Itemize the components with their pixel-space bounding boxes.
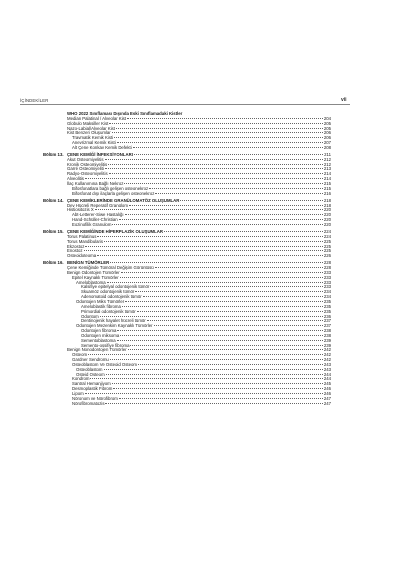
- entry-page-number: 205: [323, 120, 331, 126]
- entry-page-number: 213: [323, 166, 331, 172]
- chapter-number: Bölüm 15.: [43, 228, 64, 234]
- entry-page-number: 238: [323, 328, 331, 334]
- entry-page-number: 234: [323, 294, 331, 300]
- dot-leader: [104, 369, 323, 370]
- dot-leader: [113, 388, 322, 389]
- entry-page-number: 207: [323, 140, 331, 146]
- entry-page-number: 220: [323, 212, 331, 218]
- entry-page-number: 205: [323, 125, 331, 131]
- dot-leader: [180, 200, 322, 201]
- entry-page-number: 244: [323, 371, 331, 377]
- dot-leader: [116, 128, 323, 129]
- entry-page-number: 237: [323, 323, 331, 329]
- entry-title: Anevrizmal Kemik Kisti: [72, 140, 116, 146]
- entry-page-number: 244: [323, 376, 331, 382]
- entry-title: Nazo-Labial/Alveolar Kist: [67, 125, 116, 131]
- dot-leader: [105, 159, 323, 160]
- dot-leader: [121, 272, 323, 273]
- entry-title: Osteoidoteoma: [67, 253, 97, 259]
- entry-title: Odontojen Miks Tümörler: [76, 298, 125, 304]
- entry-page-number: 233: [323, 279, 331, 285]
- header-rule: [20, 104, 350, 105]
- entry-title: Osteom: [72, 352, 88, 358]
- entry-page-number: 212: [323, 156, 331, 162]
- dot-leader: [117, 340, 323, 341]
- dot-leader: [127, 118, 323, 119]
- dot-leader: [110, 262, 323, 263]
- entry-title: Sementoblastoma: [81, 337, 116, 343]
- entry-page-number: 214: [323, 176, 331, 182]
- dot-leader: [110, 359, 323, 360]
- entry-page-number: 246: [323, 386, 331, 392]
- dot-leader: [106, 374, 323, 375]
- entry-title: Eozinofilik Granulom: [72, 221, 112, 227]
- dot-leader: [88, 354, 323, 355]
- entry-title: Radyo-Osteomiyelitis: [67, 171, 108, 177]
- entry-page-number: 228: [323, 265, 331, 271]
- entry-page-number: 247: [323, 400, 331, 406]
- entry-title: Kondrom: [72, 376, 90, 382]
- dot-leader: [100, 316, 323, 317]
- entry-title: Osteid Osteom: [76, 371, 105, 377]
- entry-page-number: 238: [323, 332, 331, 338]
- entry-title: Nöronom ve Nörofibrom: [72, 395, 118, 401]
- entry-title: Osteoblastom Ve Osteoid Osteom: [72, 361, 137, 367]
- entry-page-number: 215: [323, 185, 331, 191]
- dot-leader: [90, 378, 322, 379]
- entry-page-number: 234: [323, 289, 331, 295]
- entry-page-number: 242: [323, 347, 331, 353]
- entry-title: Enostoz: [67, 248, 83, 254]
- entry-page-number: 243: [323, 366, 331, 372]
- dot-leader: [133, 147, 323, 148]
- entry-title: Çene Kemiğinde Tümöral Değişim Görüntüsü: [67, 265, 154, 271]
- entry-title: Akut Osteomiyelitis: [67, 156, 104, 162]
- entry-title: ÇENE KEMİKLERİNDE GRANÜLOMATÖZ OLUŞUMLAR: [67, 197, 180, 203]
- entry-page-number: 233: [323, 274, 331, 280]
- entry-page-number: 206: [323, 130, 331, 136]
- dot-leader: [95, 209, 323, 210]
- entry-title: Odontojen fibroma: [81, 328, 117, 334]
- entry-title: Bifosfonat dışı ilaçlarla gelişen osteonekroz: [72, 190, 155, 196]
- entry-title: Abt-Letterer-Siwe Hastalığı: [72, 212, 124, 218]
- dot-leader: [130, 345, 322, 346]
- entry-title: Ameloblastik fibroma: [81, 303, 121, 309]
- entry-title: Nörofibromatozis: [72, 400, 105, 406]
- dot-leader: [112, 383, 323, 384]
- entry-title: İlaç Kullanımına Bağlı Nekroz: [67, 181, 124, 186]
- entry-page-number: 242: [323, 357, 331, 363]
- entry-page-number: 225: [323, 238, 331, 244]
- entry-title: Alveolitis: [67, 176, 84, 182]
- entry-title: Median Palatinal / Alveolar Kist: [67, 115, 126, 121]
- dot-leader: [97, 236, 322, 237]
- entry-page-number: 224: [323, 228, 331, 234]
- dot-leader: [164, 231, 323, 232]
- entry-title: Kist Benzeri Oluşumlar: [67, 130, 111, 136]
- entry-title: Benign Odontojen Tümörler: [67, 269, 120, 275]
- dot-leader: [107, 282, 323, 283]
- entry-title: Histiositozis X: [67, 207, 94, 213]
- entry-title: Odontojen miksoma: [81, 332, 120, 338]
- entry-title: Skuamöz odontojenik tümör: [81, 289, 135, 295]
- entry-title: Torus Palatinus: [67, 233, 97, 239]
- dot-leader: [108, 164, 323, 165]
- entry-page-number: 206: [323, 135, 331, 141]
- entry-title: Gardner Sendromu: [72, 357, 109, 363]
- entry-page-number: 212: [323, 161, 331, 167]
- dot-leader: [105, 403, 322, 404]
- entry-page-number: 235: [323, 303, 331, 309]
- toc-entry: [43, 254, 331, 259]
- toc-entry: [43, 223, 331, 228]
- dot-leader: [109, 173, 323, 174]
- dot-leader: [85, 246, 322, 247]
- entry-page-number: 225: [323, 243, 331, 249]
- entry-page-number: 214: [323, 171, 331, 177]
- dot-leader: [155, 267, 323, 268]
- dot-leader: [134, 154, 323, 155]
- chapter-number: Bölüm 13.: [43, 151, 64, 157]
- dot-leader: [155, 193, 322, 194]
- entry-page-number: 247: [323, 395, 331, 401]
- dot-leader: [138, 364, 323, 365]
- entry-title: ÇENE KEMİĞİ İNFEKSİYONLARI: [67, 151, 133, 157]
- dot-leader: [85, 178, 323, 179]
- toc-entry: [43, 192, 331, 197]
- entry-page-number: 243: [323, 361, 331, 367]
- dot-leader: [112, 132, 323, 133]
- entry-page-number: 218: [323, 197, 331, 203]
- entry-page-number: 235: [323, 298, 331, 304]
- entry-title: Osteoblastom: [76, 366, 103, 372]
- entry-title: Benign Nonodontojen Tümörler: [67, 347, 127, 353]
- entry-page-number: 239: [323, 337, 331, 343]
- toc-entry: [43, 402, 331, 407]
- dot-leader: [104, 241, 323, 242]
- entry-title: Kalsifiye epitelyal odontojenik tümör: [81, 284, 150, 290]
- entry-page-number: 228: [323, 260, 331, 266]
- dot-leader: [125, 301, 323, 302]
- entry-title: Odontom: [81, 313, 99, 319]
- entry-page-number: 220: [323, 221, 331, 227]
- entry-page-number: 208: [323, 144, 331, 150]
- entry-title: Dentinojenik hayalet hücreli tümör: [81, 318, 146, 324]
- entry-title: ÇENE KEMİĞİNDE HİPERPLAZİK OLUŞUMLAR: [67, 228, 163, 234]
- entry-page-number: 246: [323, 391, 331, 396]
- dot-leader: [109, 123, 323, 124]
- entry-page-number: 204: [323, 115, 331, 121]
- entry-title: Alt Çene Konkav Kemik Defekti: [72, 144, 132, 150]
- dot-leader: [122, 306, 323, 307]
- dot-leader: [129, 205, 323, 206]
- entry-title: WHO 2022 Sınıflaması Dışında Eski Sınıflamadaki Kistler: [67, 111, 183, 116]
- entry-page-number: 218: [323, 202, 331, 208]
- page-number: vii: [341, 97, 347, 103]
- entry-title: Primordial odontojenik tümör: [81, 308, 136, 314]
- entry-page-number: 242: [323, 352, 331, 358]
- toc-entry: [43, 146, 331, 151]
- entry-page-number: 236: [323, 313, 331, 319]
- entry-page-number: 224: [323, 233, 331, 239]
- entry-title: Travmatik Kemik Kisti: [72, 135, 114, 141]
- entry-page-number: 215: [323, 181, 331, 186]
- entry-page-number: 220: [323, 217, 331, 223]
- entry-title: Lipom: [72, 391, 84, 396]
- entry-title: Odontojen Mezenkim Kaynaklı Tümörler: [76, 323, 153, 329]
- entry-title: Hand-Schüller-Christian: [72, 217, 118, 223]
- entry-page-number: 233: [323, 269, 331, 275]
- table-of-contents: [43, 112, 331, 407]
- dot-leader: [150, 286, 323, 287]
- entry-title: BENİGN TÜMÖRLER: [67, 260, 110, 266]
- dot-leader: [143, 296, 323, 297]
- entry-title: Desmoplastik Fibrom: [72, 386, 113, 392]
- dot-leader: [124, 183, 322, 184]
- dot-leader: [117, 142, 323, 143]
- entry-title: Bifosfonatlara bağlı gelişen osteonekroz: [72, 185, 149, 191]
- entry-title: Torus Mandibularis: [67, 238, 104, 244]
- chapter-number: Bölüm 16.: [43, 260, 64, 266]
- entry-title: Ameloblastoma: [76, 279, 106, 285]
- entry-page-number: 245: [323, 381, 331, 387]
- dot-leader: [114, 137, 323, 138]
- entry-title: Santral Hemanjiyom: [72, 381, 111, 387]
- entry-title: Epitel Kaynaklı Tümörler: [72, 274, 119, 280]
- dot-leader: [120, 277, 323, 278]
- dot-leader: [137, 311, 323, 312]
- running-header-left: İÇİNDEKİLER: [20, 98, 49, 103]
- dot-leader: [117, 330, 322, 331]
- dot-leader: [97, 255, 323, 256]
- dot-leader: [105, 168, 323, 169]
- dot-leader: [85, 393, 323, 394]
- dot-leader: [135, 291, 323, 292]
- dot-leader: [120, 335, 323, 336]
- entry-title: Semento-ossifiye fibroma: [81, 342, 130, 348]
- dot-leader: [149, 188, 323, 189]
- entry-page-number: 226: [323, 253, 331, 259]
- entry-title: Globulo Maksiller Kist: [67, 120, 109, 126]
- entry-title: Adenomatoid odontojenik tümör: [81, 294, 142, 300]
- entry-page-number: 216: [323, 190, 331, 196]
- dot-leader: [147, 320, 323, 321]
- entry-page-number: 235: [323, 308, 331, 314]
- entry-page-number: 237: [323, 318, 331, 324]
- entry-page-number: 233: [323, 284, 331, 290]
- entry-page-number: 211: [324, 151, 331, 157]
- entry-page-number: 225: [323, 248, 331, 254]
- dot-leader: [154, 325, 323, 326]
- dot-leader: [125, 214, 323, 215]
- entry-title: Dev Hücreli Reperatif Granülom: [67, 202, 128, 208]
- entry-page-number: 239: [323, 342, 331, 348]
- dot-leader: [112, 224, 322, 225]
- chapter-number: Bölüm 14.: [43, 197, 64, 203]
- entry-title: Ekzostoz: [67, 243, 85, 249]
- dot-leader: [119, 219, 323, 220]
- entry-page-number: 220: [323, 207, 331, 213]
- entry-title: Kronik Osteomiyelitis: [67, 161, 108, 167]
- dot-leader: [84, 250, 323, 251]
- dot-leader: [119, 398, 323, 399]
- entry-title: Garré Osteomiyeliti: [67, 166, 104, 172]
- dot-leader: [128, 349, 323, 350]
